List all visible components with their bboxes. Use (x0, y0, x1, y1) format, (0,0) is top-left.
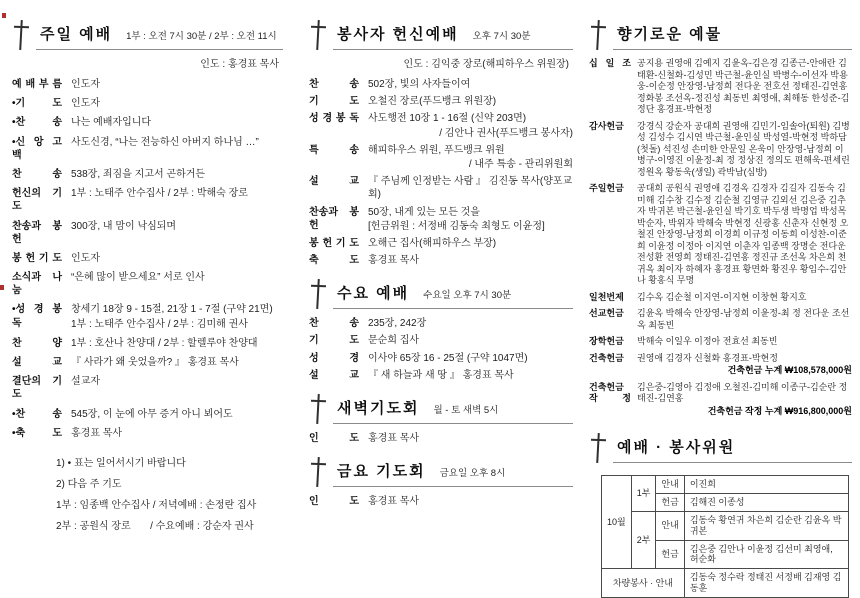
service-row (309, 112, 573, 139)
service-row (309, 237, 573, 250)
cross-icon (309, 394, 327, 424)
table-row (602, 569, 849, 598)
service-row (589, 353, 852, 377)
row-body (71, 252, 283, 265)
row-label: 설 교 (309, 176, 359, 188)
row-label: 설 교 (12, 357, 62, 368)
row-label: 선교헌금 (589, 308, 624, 319)
row-text: 『 새 하늘과 새 땅 』 홍경표 목사 (368, 369, 514, 381)
row-text: 300장, 내 맘이 낙심되며 (71, 220, 177, 232)
row-text: 538장, 죄짐을 지고서 곤하거든 (71, 168, 206, 180)
names-cell: 김은중 김안나 이윤정 김선미 최영애, 허순화 (684, 540, 848, 569)
row-body (71, 427, 283, 440)
row-body (368, 254, 573, 267)
row-text: 1부 : 노태주 안수집사 / 2부 : 박해숙 장로 (71, 188, 248, 200)
names-cell: 이진희 (684, 476, 848, 494)
row-label: 소식과 나눔 (12, 272, 62, 297)
service-row (12, 187, 283, 213)
row-body (71, 220, 283, 246)
friday-order-list (309, 495, 573, 508)
row-label: •찬 송 (12, 117, 62, 129)
row-label: 찬송과 봉헌 (12, 220, 62, 245)
row-body (637, 336, 852, 348)
row-body (71, 187, 283, 213)
section-title: 예배 · 봉사위원 (617, 439, 736, 457)
header-rule (613, 436, 852, 463)
row-text: “은혜 많이 받으세요” 서로 인사 (71, 272, 205, 284)
row-label: 일천번제 (589, 291, 624, 302)
row-body (368, 432, 573, 445)
row-body (71, 356, 283, 369)
service-row (589, 121, 852, 179)
part-cell: 2부 (631, 512, 656, 569)
row-subtext: / 내주 특송 - 관리위원회 (468, 158, 573, 170)
section-title: 금요 기도회 (337, 463, 426, 481)
row-label: 건축헌금 작 정 (589, 381, 631, 404)
service-row (12, 303, 283, 330)
service-row (309, 78, 573, 91)
row-label: 찬송과 봉헌 (309, 206, 359, 231)
row-text: 설교자 (71, 376, 100, 388)
offering-list (589, 58, 852, 417)
service-row (309, 369, 573, 382)
section-header (589, 433, 852, 463)
row-label: •찬 송 (12, 408, 62, 420)
section-header (309, 457, 573, 487)
duty-cell: 헌금 (656, 494, 684, 512)
row-label: 헌신의 기도 (12, 188, 62, 213)
section-title: 주일 예배 (40, 26, 113, 43)
section-header (12, 20, 283, 50)
header-rule (36, 23, 283, 50)
header-rule (333, 460, 573, 487)
row-body (637, 183, 852, 287)
service-row (12, 408, 283, 421)
duty-cell: 안내 (656, 512, 684, 541)
row-label: 기 도 (309, 96, 359, 108)
row-label: 인 도 (309, 433, 359, 444)
section-dawn-prayer (309, 394, 573, 445)
service-row (589, 308, 852, 331)
row-body (368, 206, 573, 233)
row-label: •성 경 봉 독 (12, 304, 62, 329)
footnotes (56, 454, 283, 532)
row-label: •축 도 (12, 427, 62, 439)
row-body (637, 382, 852, 418)
row-label: 설 교 (309, 369, 359, 381)
note-line: 2) 다음 주 기도 (56, 478, 122, 490)
row-text: 235장, 242장 (368, 318, 427, 330)
row-body (637, 121, 852, 179)
service-leader: 인도 : 김익중 장로(해피하우스 위원장) (403, 59, 569, 70)
sunday-order-list (12, 78, 283, 440)
scan-artifact (0, 285, 4, 290)
row-label: 봉 헌 기 도 (12, 252, 62, 264)
section-header (309, 20, 573, 50)
row-label: 찬 송 (309, 79, 359, 90)
row-text: 사도행전 10장 1 - 16절 (신약 203면) (368, 113, 527, 125)
row-label: 십 일 조 (589, 58, 631, 68)
service-row (12, 427, 283, 440)
row-body (71, 116, 283, 129)
row-label: 장학헌금 (589, 336, 624, 347)
row-text: 545장, 이 눈에 아무 증거 아니 뵈어도 (71, 408, 233, 420)
service-row (12, 136, 283, 162)
section-offerings (589, 20, 852, 417)
row-text: 공지용 권영애 김예지 김윤옥-김은경 김종근-안애란 김태환-신철화-김성민 박근철-윤인실 박병수-이선자 박용웅-이순정 안장영-남정희 전다운 전호선 정태진-김연홍 정화봉 조선옥-정진성 최동빈 최영애, 최해동 한성준-김정단 홍경표-박현정 (637, 58, 850, 115)
service-row (12, 78, 283, 91)
cross-icon (309, 279, 327, 309)
section-sunday-service (12, 20, 283, 532)
row-label: 찬 송 (309, 318, 359, 330)
row-body (368, 95, 573, 108)
section-header (589, 20, 852, 50)
row-text: 해피하우스 위원, 푸드뱅크 위원 (368, 144, 505, 156)
row-text: 502장, 빛의 사자들이여 (368, 79, 471, 90)
row-body (71, 78, 283, 91)
service-row (12, 220, 283, 246)
row-text: 권영애 김경자 신철화 홍경표-박현정 (637, 352, 778, 363)
note-line: 1부 : 임종백 안수집사 / 저녁예배 : 손정란 집사 (56, 499, 257, 511)
row-label: 성 경 (309, 352, 359, 364)
offering-total: 건축헌금 누계 ₩108,578,000원 (727, 365, 852, 376)
note-line: 2부 : 공원식 장로 / 수요예배 : 강순자 권사 (56, 520, 254, 532)
row-text: 오철진 장로(푸드뱅크 위원장) (368, 96, 497, 108)
header-rule (613, 23, 852, 50)
cross-icon (309, 20, 327, 50)
row-text: 문순희 집사 (368, 335, 420, 347)
names-cell: 김동숙 황연귀 차은희 김순란 김윤옥 박귀본 (684, 512, 848, 541)
service-row (12, 168, 283, 181)
row-text: 홍경표 목사 (368, 433, 420, 444)
row-text: 홍경표 목사 (71, 427, 123, 439)
service-row (12, 337, 283, 350)
row-label: •신 앙 고 백 (12, 136, 62, 161)
row-text: 사도신경, “나는 전능하신 아버지 하나님 …” (71, 136, 259, 148)
row-body (368, 112, 573, 139)
row-label: 봉 헌 기 도 (309, 237, 359, 249)
row-body (368, 317, 573, 330)
row-body (368, 144, 573, 171)
row-body (637, 308, 852, 331)
wednesday-order-list (309, 317, 573, 382)
row-body (368, 237, 573, 250)
names-cell: 김동숙 정수락 정태진 서정배 김재영 김동훈 (684, 569, 848, 598)
committee-table (601, 475, 849, 597)
row-text: 1부 : 호산나 찬양대 / 2부 : 할렐루야 찬양대 (71, 337, 258, 349)
row-text: 강경식 강순자 공대희 권영애 김민기-임솔아(퇴원) 김병성 김성수 김시연 박근철-윤인실 박성열-박현정 박하담(첫돌) 석진성 손미한 안문일 온욱이 안장영-남정희 이병구-이영진 이윤정-최 정 정상진 정의도 편해욱-편세린 정원옥 황동욱(생일) 곽박남(심방) (637, 120, 850, 177)
row-body (71, 97, 283, 110)
section-friday-prayer (309, 457, 573, 508)
cross-icon (309, 457, 327, 487)
service-row (589, 292, 852, 304)
service-row (309, 95, 573, 108)
column-midweek (295, 0, 585, 508)
row-label: •기 도 (12, 98, 62, 110)
section-dedication-service (309, 20, 573, 267)
row-subtext: / 김안나 권사(푸드뱅크 봉사자) (439, 127, 573, 139)
table-row (602, 476, 849, 494)
section-time: 오후 7시 30분 (472, 31, 531, 42)
row-body (368, 334, 573, 347)
row-text: 김윤옥 박해숙 안장영-남정희 이윤정-최 정 전다운 조선옥 최동빈 (637, 308, 850, 330)
row-text: 김은중-김영아 김정애 오철진-김미해 이종구-김순란 정태진-김연홍 (637, 381, 848, 404)
row-body (71, 271, 283, 297)
vehicle-service-cell: 차량봉사 · 안내 (602, 569, 685, 598)
row-text: 인도자 (71, 79, 100, 90)
duty-cell: 안내 (656, 476, 684, 494)
row-label: 결단의 기도 (12, 376, 62, 401)
dedication-order-list (309, 78, 573, 267)
service-row (589, 58, 852, 116)
row-body (368, 495, 573, 508)
service-row (309, 495, 573, 508)
cross-icon (589, 20, 607, 50)
row-body (368, 78, 573, 91)
section-committee (589, 433, 852, 597)
row-label: 감사헌금 (589, 120, 624, 131)
header-rule (333, 282, 573, 309)
cross-icon (589, 433, 607, 463)
service-row (309, 352, 573, 365)
header-rule (333, 23, 573, 50)
names-cell: 김해진 이종성 (684, 494, 848, 512)
row-body (71, 303, 283, 330)
row-text: 인도자 (71, 98, 100, 110)
column-sunday (0, 0, 295, 532)
row-label: 특 송 (309, 144, 359, 156)
service-row (589, 382, 852, 418)
row-body (637, 353, 852, 377)
service-row (309, 432, 573, 445)
row-text: 박해숙 이일우 이정아 전효선 최동빈 (637, 336, 778, 347)
row-body (637, 58, 852, 116)
service-row (309, 175, 573, 201)
service-row (309, 334, 573, 347)
row-label: 찬 송 (12, 168, 62, 180)
row-label: 기 도 (309, 335, 359, 347)
section-title: 새벽기도회 (337, 400, 420, 417)
section-title: 봉사자 헌신예배 (337, 26, 459, 43)
row-text: 공대희 공원식 권영애 김경옥 김경자 김길자 김동숙 김미해 김수창 김수정 김순철 김영규 김외선 김은중 김추자 박귀본 박근철-윤인실 박기호 박두생 박명업 박성목 박순자, 박위자 박해숙 박현정 신광홍 신춘자 신현정 오철진 안장영-남정희 이경희 이규정 이동희 이성찬-이준희 이윤정 이정아 이지연 이춘자 임종백 장명순 전다운 전성환 전영희 정태진-김연홍 정진규 조선옥 차은희 천귀옥 최이자 하혜자 홍경표 황면화 황진우 황임수-김안나 황홍식 무명 (637, 183, 849, 286)
section-header (309, 394, 573, 424)
section-time: 금요일 오후 8시 (439, 468, 506, 480)
service-row (589, 183, 852, 287)
section-wednesday-service (309, 279, 573, 382)
cross-icon (12, 20, 30, 50)
service-row (12, 252, 283, 265)
row-text: 창세기 18장 9 - 15절, 21장 1 - 7절 (구약 21면) (71, 304, 273, 316)
row-body (368, 352, 573, 365)
scan-artifact (2, 13, 6, 18)
row-text: 홍경표 목사 (368, 255, 420, 267)
section-time: 수요일 오후 7시 30분 (423, 290, 512, 302)
row-body (71, 375, 283, 401)
row-body (71, 408, 283, 421)
service-row (12, 116, 283, 129)
row-body (637, 292, 852, 304)
row-label: 찬 양 (12, 337, 62, 349)
row-label: 축 도 (309, 255, 359, 267)
service-leader: 인도 : 홍경표 목사 (200, 59, 279, 70)
row-text: 『 주님께 인정받는 사람 』 김진동 목사(양포교회) (368, 176, 573, 201)
row-text: 나는 예배자입니다 (71, 117, 152, 129)
row-body (71, 168, 283, 181)
service-row (309, 317, 573, 330)
section-time: 월 - 토 새벽 5시 (433, 405, 499, 416)
section-title: 수요 예배 (337, 285, 410, 303)
row-subtext: 1부 : 노태주 안수집사 / 2부 : 김미해 권사 (71, 318, 248, 330)
part-cell: 1부 (631, 476, 656, 512)
service-row (12, 356, 283, 369)
column-offerings (585, 0, 860, 594)
row-label: 건축헌금 (589, 352, 624, 363)
section-header (309, 279, 573, 309)
row-body (368, 369, 573, 382)
row-text: 『 사라가 왜 웃었을까? 』 홍경표 목사 (71, 357, 239, 368)
row-body (71, 337, 283, 350)
service-row (12, 97, 283, 110)
row-text: 오해근 집사(해피하우스 부장) (368, 237, 497, 249)
row-text: 이사야 65장 16 - 25절 (구약 1047면) (368, 352, 528, 364)
dawn-order-list (309, 432, 573, 445)
row-subtext: [헌금위원 : 서정배 김동숙 최형도 이윤정] (368, 220, 545, 232)
row-text: 인도자 (71, 252, 100, 264)
row-label: 성 경 봉 독 (309, 113, 359, 125)
service-row (12, 271, 283, 297)
row-body (368, 175, 573, 201)
row-label: 인 도 (309, 496, 359, 508)
note-line: 1) • 표는 일어서시기 바랍니다 (56, 457, 186, 469)
section-time: 1부 : 오전 7시 30분 / 2부 : 오전 11시 (126, 31, 277, 42)
row-label: 주일헌금 (589, 183, 624, 194)
service-row (589, 336, 852, 348)
service-row (309, 206, 573, 233)
offering-total: 건축헌금 작정 누계 ₩916,800,000원 (707, 405, 852, 416)
row-body (71, 136, 283, 162)
row-text: 50장, 내게 있는 모든 것을 (368, 206, 480, 218)
section-title: 향기로운 예물 (617, 26, 723, 43)
header-rule (333, 397, 573, 424)
service-row (309, 144, 573, 171)
month-cell: 10월 (602, 476, 632, 569)
row-text: 김수옥 김순철 이지연-이지현 이창현 황지호 (637, 291, 807, 302)
table-row (602, 512, 849, 541)
service-row (12, 375, 283, 401)
row-text: 홍경표 목사 (368, 496, 420, 508)
row-label: 예 배 부 름 (12, 79, 62, 90)
service-row (309, 254, 573, 267)
duty-cell: 헌금 (656, 540, 684, 569)
